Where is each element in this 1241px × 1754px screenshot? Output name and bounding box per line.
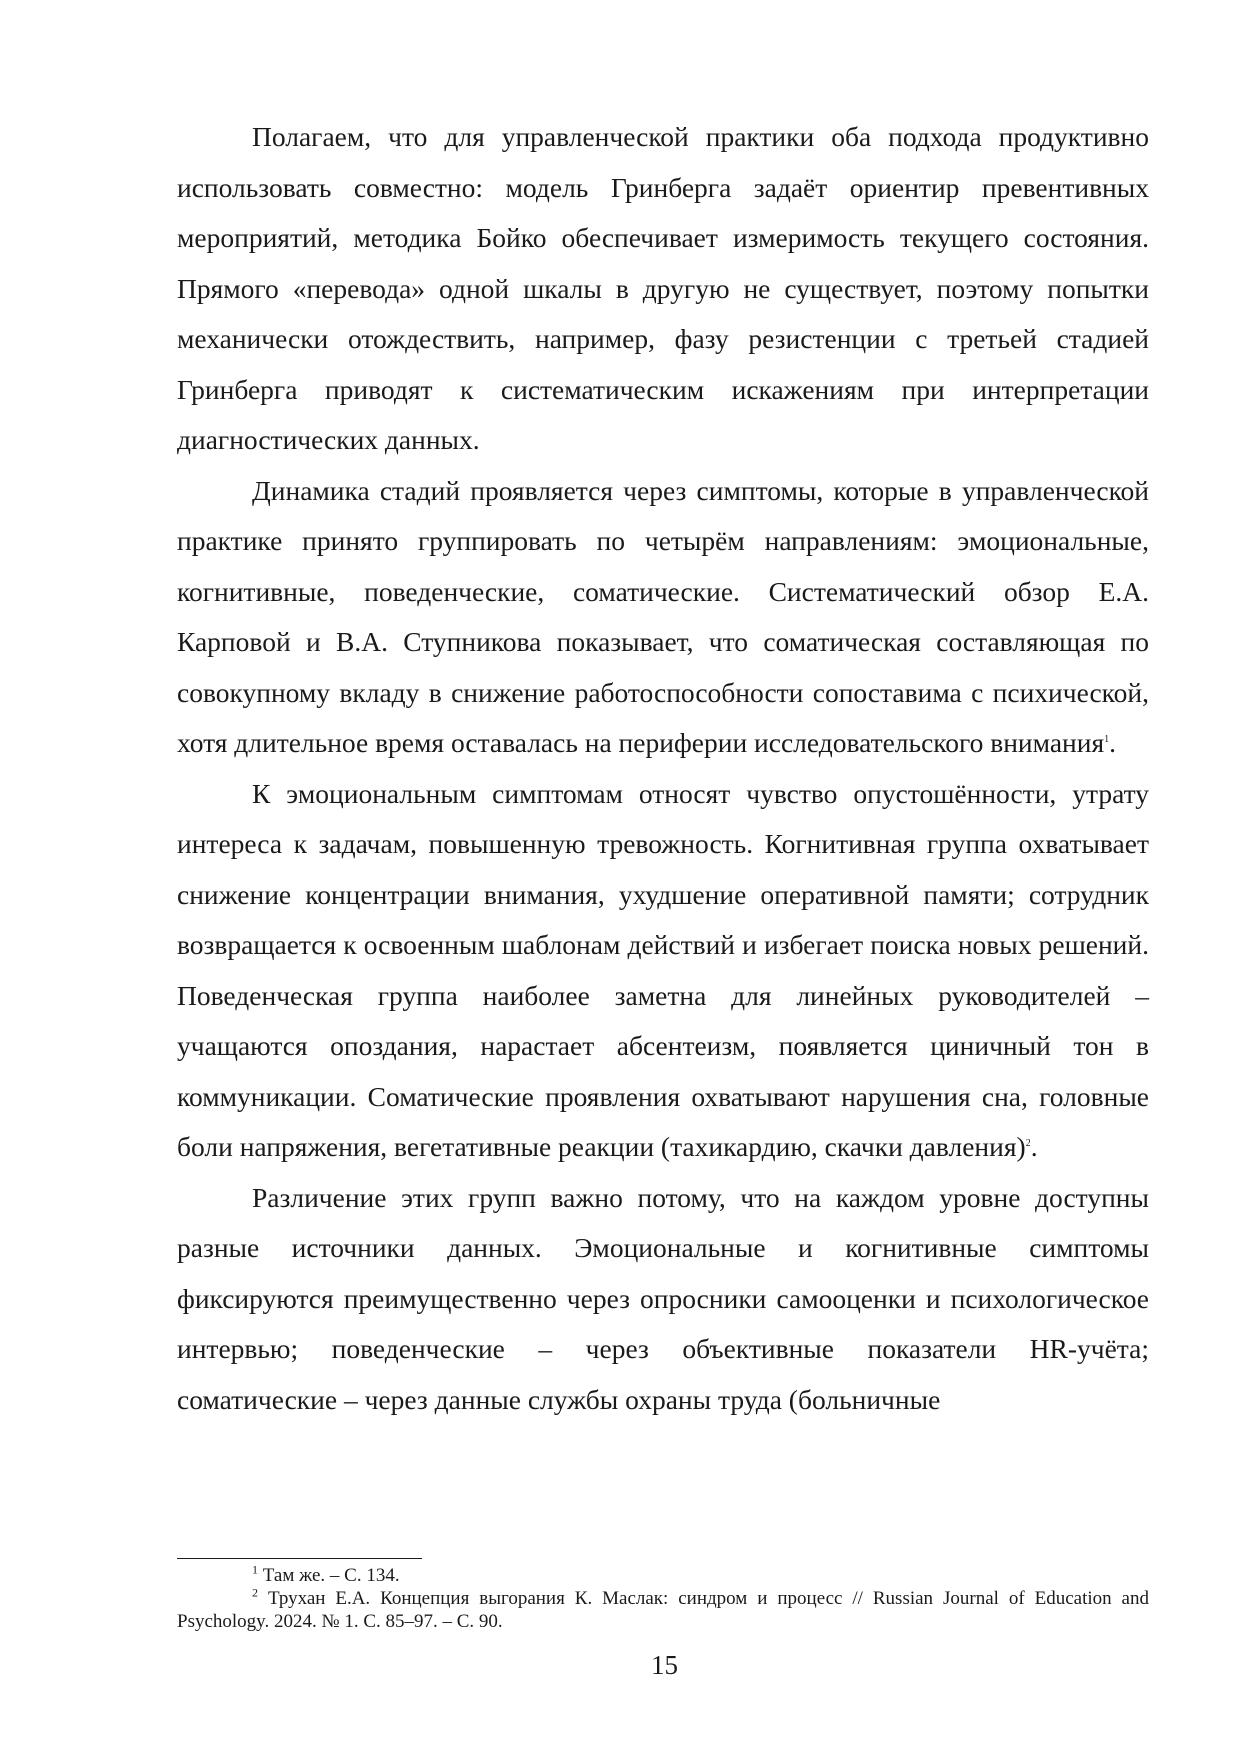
footnote-2: [177, 1587, 1149, 1633]
paragraph-2-tail: .: [1109, 727, 1117, 758]
footnote-1: [177, 1564, 1149, 1587]
paragraph-3-tail: .: [1030, 1131, 1038, 1162]
main-text: [177, 112, 1149, 1425]
paragraph-2-text: Динамика стадий проявляется через симптомы, которые в управленческой практике принято группировать по четырём направлениям: эмоциональные, когнитивные, поведенческие, соматические. Систематический обзор Е.А. Карповой и В.А. Ступникова показывает, что соматическая составляющая по совокупному вкладу в снижение работоспособности сопоставима с психической, хотя длительное время оставалась на периферии исследовательского внимания: [177, 474, 1149, 758]
paragraph-1: [177, 112, 1149, 466]
page-number: 15: [651, 1650, 678, 1680]
footnote-1-number: 1: [252, 1562, 258, 1577]
footnote-ref-2: 2: [1025, 1137, 1031, 1149]
paragraph-2: [177, 466, 1149, 769]
footnotes: [177, 1564, 1149, 1633]
footnote-separator: [177, 1558, 422, 1559]
paragraph-4: [177, 1173, 1149, 1426]
footnote-ref-1: 1: [1104, 733, 1110, 745]
paragraph-3-text: К эмоциональным симптомам относят чувство опустошённости, утрату интереса к задачам, повышенную тревожность. Когнитивная группа охватывает снижение концентрации внимания, ухудшение оперативной памяти; сотрудник возвращается к освоенным шаблонам действий и избегает поиска новых решений. Поведенческая группа наиболее заметна для линейных руководителей – учащаются опоздания, нарастает абсентеизм, появляется циничный тон в коммуникации. Соматические проявления охватывают нарушения сна, головные боли напряжения, вегетативные реакции (тахикардию, скачки давления): [177, 777, 1149, 1162]
paragraph-1-text: Полагаем, что для управленческой практики оба подхода продуктивно использовать совместно: модель Гринберга задаёт ориентир превентивных мероприятий, методика Бойко обеспечивает измеримость текущего состояния. Прямого «перевода» одной шкалы в другую не существует, поэтому попытки механически отождествить, например, фазу резистенции с третьей стадией Гринберга приводят к систематическим искажениям при интерпретации диагностических данных.: [177, 121, 1149, 455]
footnote-2-number: 2: [252, 1585, 258, 1600]
paragraph-3: [177, 769, 1149, 1173]
paragraph-4-text: Различение этих групп важно потому, что на каждом уровне доступны разные источники данных. Эмоциональные и когнитивные симптомы фиксируются преимущественно через опросники самооценки и психологическое интервью; поведенческие – через объективные показатели HR-учёта; соматические – через данные службы охраны труда (больничные: [177, 1181, 1149, 1415]
footnote-2-text: Трухан Е.А. Концепция выгорания К. Маслак: синдром и процесс // Russian Journal of Education and Psychology. 2024. № 1. С. 85–97. – С. 90.: [177, 1588, 1149, 1632]
footnote-1-text: Там же. – С. 134.: [262, 1565, 400, 1586]
